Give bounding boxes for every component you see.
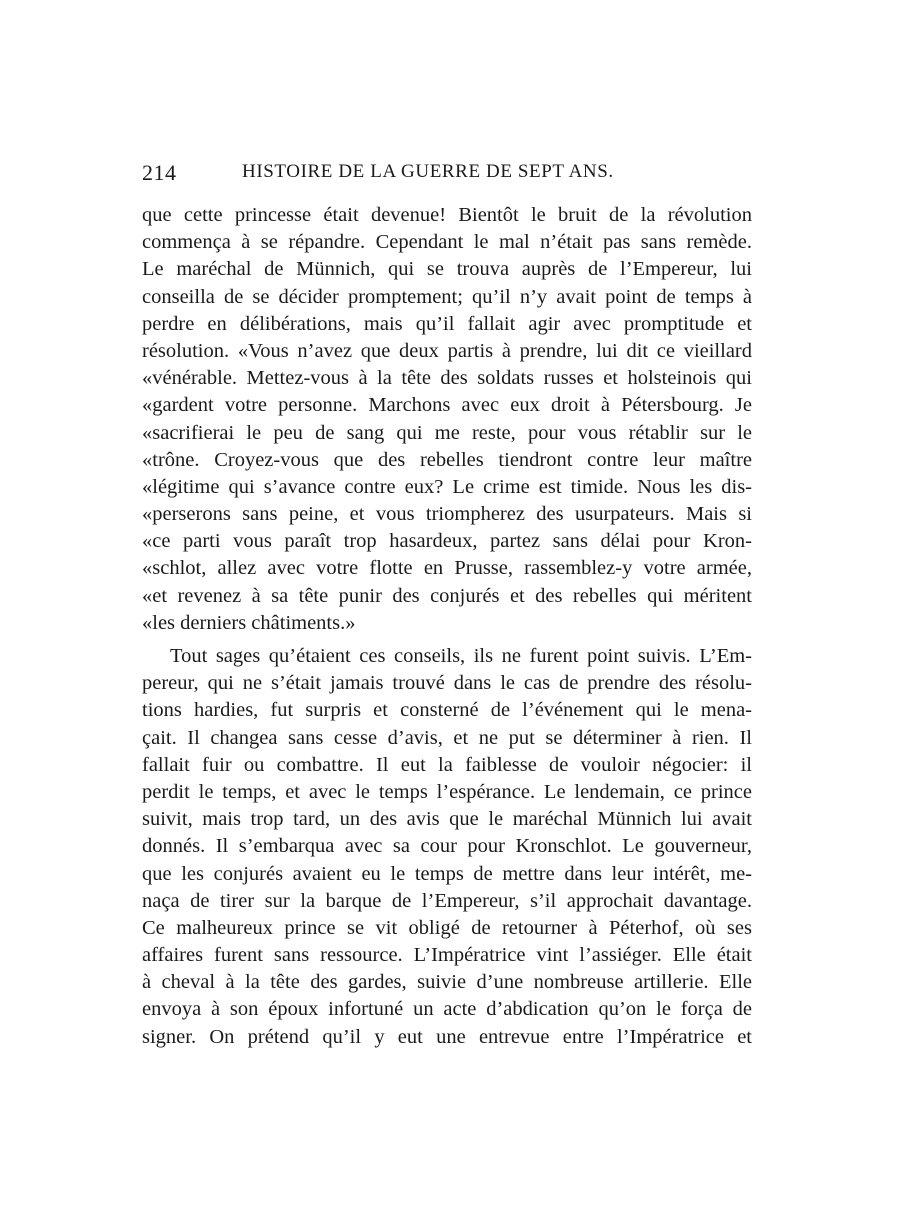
running-head <box>142 160 752 190</box>
text-line: que les conjurés avaient eu le temps de mettre dans leur intérêt, me- <box>142 862 752 885</box>
text-line: perdit le temps, et avec le temps l’espérance. Le lendemain, ce prince <box>142 780 752 803</box>
text-line: Tout sages qu’étaient ces conseils, ils ne furent point suivis. L’Em- <box>170 645 752 667</box>
text-line: «gardent votre personne. Marchons avec eux droit à Pétersbourg. Je <box>142 394 752 417</box>
text-line: «légitime qui s’avance contre eux? Le crime est timide. Nous les dis- <box>142 475 752 498</box>
text-line: perdre en délibérations, mais qu’il fallait agir avec promptitude et <box>142 312 752 335</box>
text-line: résolution. «Vous n’avez que deux partis à prendre, lui dit ce vieillard <box>142 339 752 362</box>
text-line: çait. Il changea sans cesse d’avis, et ne put se déterminer à rien. Il <box>142 726 752 749</box>
text-line: signer. On prétend qu’il y eut une entrevue entre l’Impératrice et <box>142 1025 752 1048</box>
text-line: «schlot, allez avec votre flotte en Prusse, rassemblez-y votre armée, <box>142 557 752 580</box>
text-line: «trône. Croyez-vous que des rebelles tiendront contre leur maître <box>142 448 752 471</box>
text-line: commença à se répandre. Cependant le mal n’était pas sans remède. <box>142 231 752 254</box>
text-line: Le maréchal de Münnich, qui se trouva auprès de l’Empereur, lui <box>142 258 752 281</box>
text-line: «vénérable. Mettez-vous à la tête des soldats russes et holsteinois qui <box>142 367 752 390</box>
paragraph-1 <box>142 202 752 637</box>
text-line: envoya à son époux infortuné un acte d’abdication qu’on le força de <box>142 998 752 1021</box>
running-title: HISTOIRE DE LA GUERRE DE SEPT ANS. <box>242 161 614 182</box>
paragraph-2 <box>142 643 752 1051</box>
text-line: à cheval à la tête des gardes, suivie d’une nombreuse artillerie. Elle <box>142 971 752 994</box>
text-line: affaires furent sans ressource. L’Impératrice vint l’assiéger. Elle était <box>142 944 752 967</box>
text-line: fallait fuir ou combattre. Il eut la faiblesse de vouloir négocier: il <box>142 753 752 776</box>
text-line: suivit, mais trop tard, un des avis que le maréchal Münnich lui avait <box>142 808 752 831</box>
text-line: «ce parti vous paraît trop hasardeux, partez sans délai pour Kron- <box>142 530 752 553</box>
text-line: conseilla de se décider promptement; qu’il n’y avait point de temps à <box>142 285 752 308</box>
body-text <box>142 202 752 1051</box>
text-line: «sacrifierai le peu de sang qui me reste, pour vous rétablir sur le <box>142 421 752 444</box>
page-number: 214 <box>142 160 177 185</box>
text-line: Ce malheureux prince se vit obligé de retourner à Péterhof, où ses <box>142 916 752 939</box>
text-line: donnés. Il s’embarqua avec sa cour pour Kronschlot. Le gouverneur, <box>142 835 752 858</box>
text-line: «les derniers châtiments.» <box>142 611 356 634</box>
text-line: pereur, qui ne s’était jamais trouvé dans le cas de prendre des résolu- <box>142 672 752 695</box>
text-line: «et revenez à sa tête punir des conjurés et des rebelles qui méritent <box>142 584 752 607</box>
text-line: naça de tirer sur la barque de l’Empereur, s’il approchait davantage. <box>142 889 752 912</box>
text-line: tions hardies, fut surpris et consterné de l’événement qui le mena- <box>142 699 752 722</box>
text-line: que cette princesse était devenue! Bientôt le bruit de la révolution <box>142 204 752 226</box>
text-line: «perserons sans peine, et vous triompherez des usurpateurs. Mais si <box>142 503 752 526</box>
